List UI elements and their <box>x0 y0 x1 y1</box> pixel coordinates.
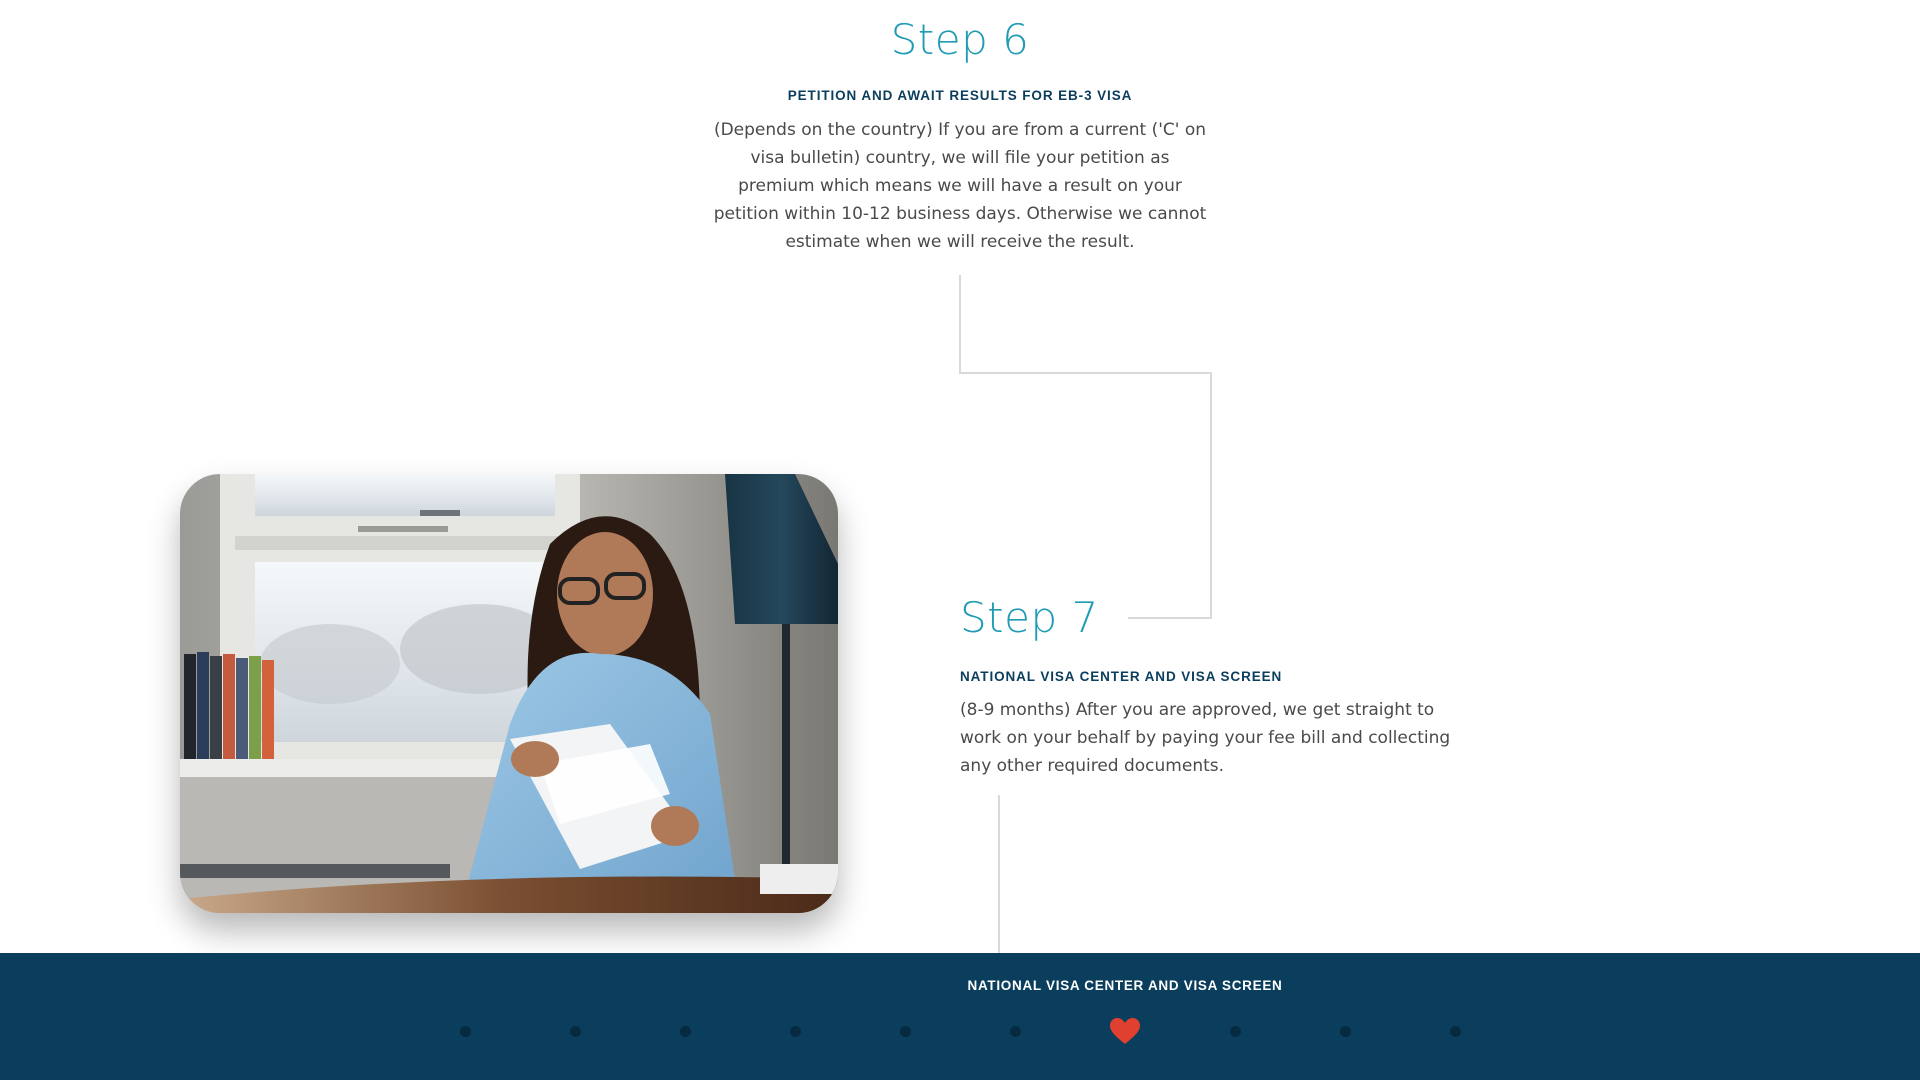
step-6-description: (Depends on the country) If you are from a current ('C' on visa bulletin) country, we will file your petition as premium which means we will have a result on your petition within 10-12 business days. Otherwise we cannot estimate when we will receive the result. <box>713 120 1207 252</box>
step-6-section <box>610 12 1310 256</box>
progress-footer <box>0 953 1920 1080</box>
step-dot-10[interactable] <box>1450 1026 1461 1037</box>
step-6-title: Step 6 <box>890 15 1030 64</box>
connector-line <box>1210 372 1212 619</box>
step-dot-1[interactable] <box>460 1026 471 1037</box>
step-6-subtitle: PETITION AND AWAIT RESULTS FOR EB-3 VISA <box>787 88 1133 103</box>
step-dot-4[interactable] <box>790 1026 801 1037</box>
step-dot-8[interactable] <box>1230 1026 1241 1037</box>
connector-line <box>959 275 961 373</box>
step-7-subtitle: NATIONAL VISA CENTER AND VISA SCREEN <box>960 669 1283 684</box>
step-7-section <box>960 590 1480 780</box>
step-dot-3[interactable] <box>680 1026 691 1037</box>
step-navigation <box>0 953 1920 1080</box>
step-7-title: Step 7 <box>960 593 1099 642</box>
step-dot-6[interactable] <box>1010 1026 1021 1037</box>
step-dot-5[interactable] <box>900 1026 911 1037</box>
woman-opening-letter-photo <box>180 474 838 913</box>
connector-line <box>998 795 1000 953</box>
current-step-label: NATIONAL VISA CENTER AND VISA SCREEN <box>967 978 1283 993</box>
step-dot-2[interactable] <box>570 1026 581 1037</box>
connector-line <box>959 372 1212 374</box>
heart-icon[interactable] <box>1109 1017 1141 1045</box>
step-dot-9[interactable] <box>1340 1026 1351 1037</box>
step-7-description: (8-9 months) After you are approved, we get straight to work on your behalf by paying your fee bill and collecting any other required documents. <box>960 700 1451 776</box>
